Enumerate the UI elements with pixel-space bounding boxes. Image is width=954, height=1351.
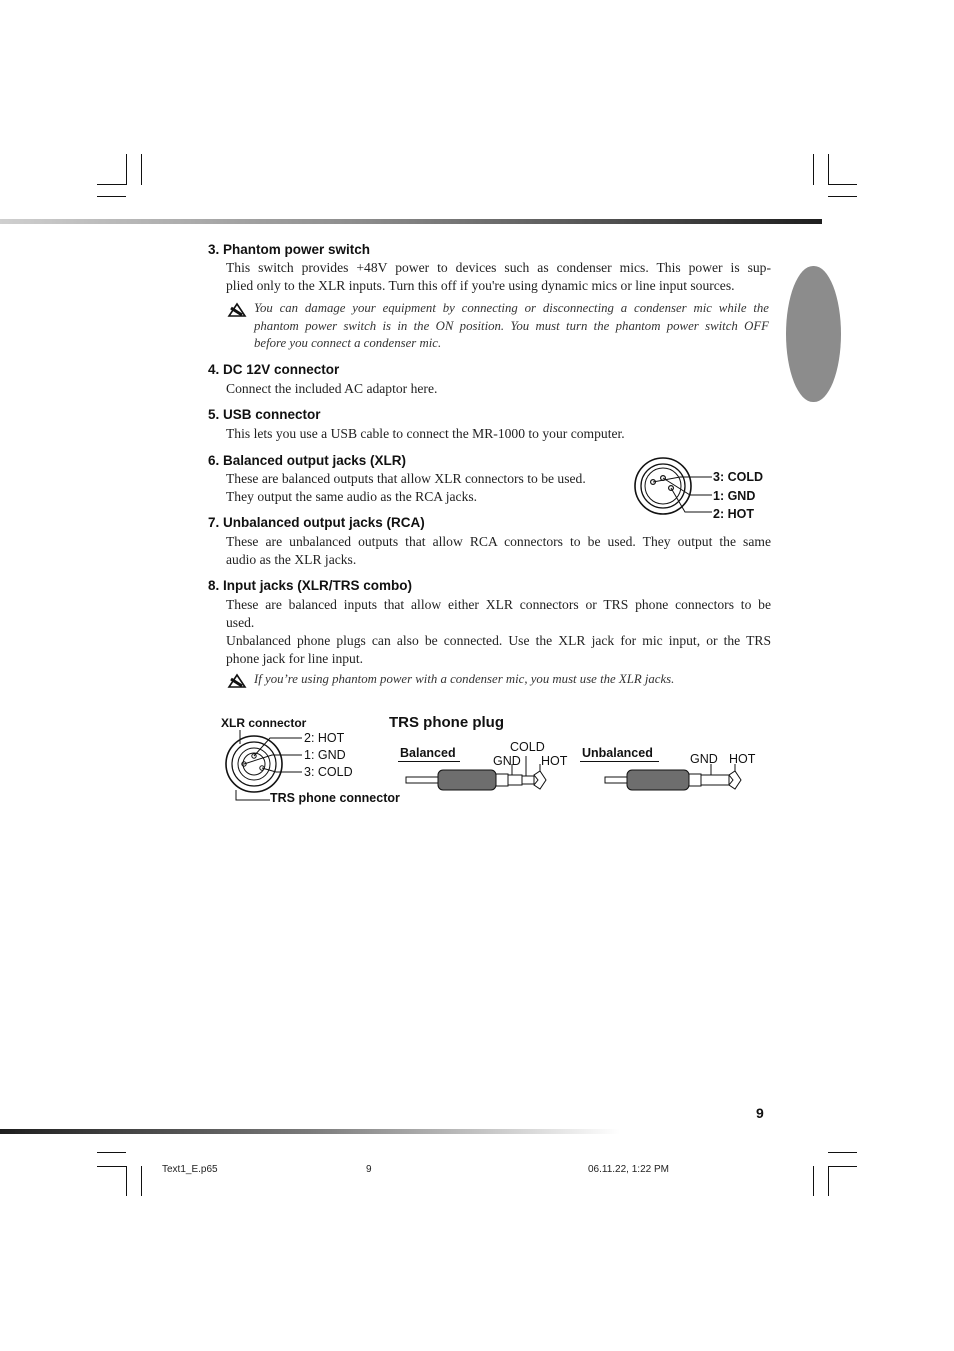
caution-icon <box>227 302 247 318</box>
section-heading-unbalanced-output: 7. Unbalanced output jacks (RCA) <box>208 515 425 530</box>
footer-file-name: Text1_E.p65 <box>162 1164 218 1175</box>
chapter-tab <box>786 266 841 402</box>
section-body-usb-connector: This lets you use a USB cable to connect the MR-1000 to your computer. <box>226 426 625 441</box>
trs-plug-title: TRS phone plug <box>389 714 504 731</box>
unbalanced-gnd-label: GND <box>690 752 718 766</box>
xlr-pin-hot-label: 2: HOT <box>713 507 754 521</box>
balanced-hot-label: HOT <box>541 754 568 768</box>
page-number: 9 <box>756 1105 764 1121</box>
combo-pin-hot-label: 2: HOT <box>304 731 345 745</box>
section-body-balanced-output: These are balanced outputs that allow XLR connectors to be used. They output the same audio as the RCA jacks. <box>226 471 586 504</box>
caution-icon <box>227 673 247 689</box>
balanced-gnd-label: GND <box>493 754 521 768</box>
caution-note-phantom-power: You can damage your equipment by connecting or disconnecting a condenser mic while the phantom power switch is in the ON position. You must turn the phantom power switch OFF before you connect a condenser mic. <box>254 301 769 350</box>
xlr-connector-label: XLR connector <box>221 716 307 730</box>
unbalanced-label: Unbalanced <box>582 746 653 760</box>
footer-rule <box>0 1129 620 1134</box>
section-heading-balanced-output: 6. Balanced output jacks (XLR) <box>208 453 407 468</box>
section-heading-phantom-power: 3. Phantom power switch <box>208 242 371 257</box>
trs-connector-label: TRS phone connector <box>270 791 400 805</box>
unbalanced-phone-plug-icon <box>603 756 748 796</box>
section-heading-dc-connector: 4. DC 12V connector <box>208 362 340 377</box>
balanced-label: Balanced <box>400 746 456 760</box>
section-body-dc-connector: Connect the included AC adaptor here. <box>226 381 438 396</box>
footer-timestamp: 06.11.22, 1:22 PM <box>588 1164 669 1175</box>
balanced-cold-label: COLD <box>510 740 545 754</box>
balanced-trs-plug-icon <box>404 756 554 796</box>
section-body-phantom-power: This switch provides +48V power to devices such as condenser mics. This power is sup- plied only to the XLR inputs. Turn this off if you're using dynamic mics or line input sources. <box>226 260 771 293</box>
caution-note-input-jacks: If you’re using phantom power with a condenser mic, you must use the XLR jacks. <box>254 672 675 686</box>
footer-page: 9 <box>366 1164 372 1175</box>
combo-pin-cold-label: 3: COLD <box>304 765 353 779</box>
section-heading-input-jacks: 8. Input jacks (XLR/TRS combo) <box>208 578 413 593</box>
xlr-output-diagram <box>630 455 725 520</box>
header-rule <box>0 219 822 224</box>
combo-pin-gnd-label: 1: GND <box>304 748 346 762</box>
xlr-pin-cold-label: 3: COLD <box>713 470 763 484</box>
section-body-unbalanced-output: These are unbalanced outputs that allow RCA connectors to be used. They output the same audio as the XLR jacks. <box>226 534 771 567</box>
xlr-pin-gnd-label: 1: GND <box>713 489 756 503</box>
unbalanced-hot-label: HOT <box>729 752 756 766</box>
section-body-input-jacks: These are balanced inputs that allow either XLR connectors or TRS phone connectors to be used. Unbalanced phone plugs can also be connected. Use the XLR jack for mic input, or the TRS phone jack for line input. <box>226 597 771 666</box>
section-heading-usb-connector: 5. USB connector <box>208 407 321 422</box>
